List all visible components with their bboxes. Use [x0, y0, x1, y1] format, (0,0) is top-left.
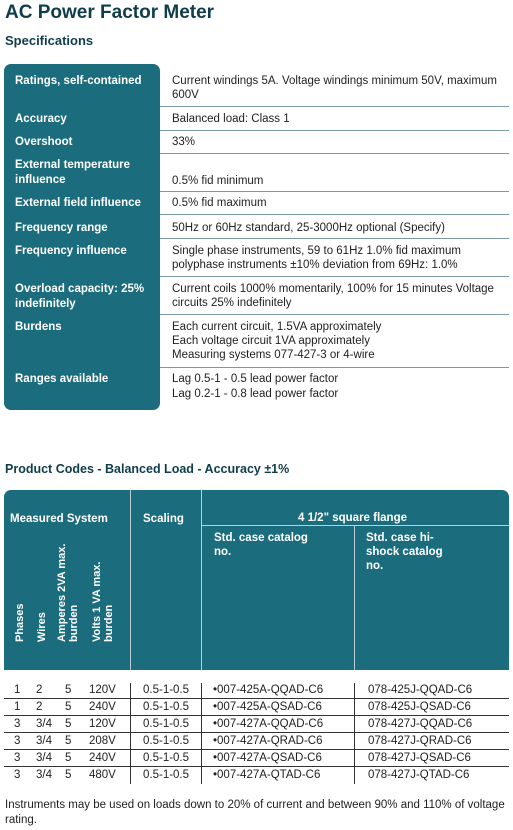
cell-phases: 3 [14, 769, 21, 781]
cell-scaling: 0.5-1-0.5 [143, 752, 190, 764]
header-phases: Phases [14, 603, 26, 642]
header-divider [354, 525, 355, 670]
header-flange: 4 1/2" square flange [298, 512, 407, 524]
header-volts: Volts 1 VA max. burden [91, 561, 115, 642]
row-divider [4, 732, 509, 733]
cell-std-catalog: •007-427A-QRAD-C6 [213, 735, 323, 747]
cell-amperes: 5 [65, 684, 72, 696]
cell-volts: 240V [89, 701, 116, 713]
header-wires: Wires [36, 612, 48, 642]
spec-row-divider [160, 214, 509, 215]
spec-value-line: Lag 0.2-1 - 0.8 lead power factor [172, 388, 339, 400]
spec-row-divider [160, 238, 509, 239]
spec-value: 0.5% fid maximum [172, 197, 267, 209]
spec-row-divider [160, 130, 509, 131]
spec-value: Current coils 1000% momentarily, 100% for 15 minutes Voltage circuits 25% indefinitely [172, 283, 494, 309]
cell-scaling: 0.5-1-0.5 [143, 769, 190, 781]
spec-label: Ratings, self-contained [15, 75, 142, 87]
header-amperes: Amperes 2VA max. burden [56, 543, 80, 642]
cell-wires: 3/4 [36, 752, 52, 764]
cell-hishock-catalog: 078-427J-QQAD-C6 [368, 718, 473, 730]
cell-amperes: 5 [65, 769, 72, 781]
spec-label: Overshoot [15, 136, 73, 148]
header-std-case: Std. case catalog no. [214, 532, 308, 558]
spec-value: 50Hz or 60Hz standard, 25-3000Hz optional (Specify) [172, 222, 445, 234]
spec-label: Overload capacity: 25% indefinitely [15, 283, 145, 310]
spec-row-divider [160, 314, 509, 315]
cell-std-catalog: •007-427A-QSAD-C6 [213, 752, 322, 764]
spec-value: Balanced load: Class 1 [172, 113, 290, 125]
section-title-product-codes: Product Codes - Balanced Load - Accuracy ±1% [5, 462, 290, 476]
cell-phases: 3 [14, 752, 21, 764]
cell-phases: 3 [14, 718, 21, 730]
cell-volts: 480V [89, 769, 116, 781]
page-title: AC Power Factor Meter [5, 2, 215, 23]
spec-value-line: Each voltage circuit 1VA approximately [172, 335, 370, 347]
cell-hishock-catalog: 078-425J-QQAD-C6 [368, 684, 473, 696]
header-measured-system: Measured System [10, 513, 108, 525]
cell-std-catalog: •007-427A-QQAD-C6 [213, 718, 324, 730]
cell-hishock-catalog: 078-427J-QTAD-C6 [368, 769, 470, 781]
cell-volts: 208V [89, 735, 116, 747]
spec-row-divider [160, 367, 509, 368]
cell-phases: 3 [14, 735, 21, 747]
spec-value-line: Lag 0.5-1 - 0.5 lead power factor [172, 373, 339, 385]
table-row [4, 700, 509, 716]
table-row [4, 683, 509, 699]
cell-phases: 1 [14, 684, 21, 696]
section-title-specifications: Specifications [5, 33, 94, 48]
cell-scaling: 0.5-1-0.5 [143, 684, 190, 696]
cell-amperes: 5 [65, 701, 72, 713]
specifications-table [4, 64, 509, 410]
table-row [4, 751, 509, 767]
cell-wires: 3/4 [36, 735, 52, 747]
table-row [4, 717, 509, 733]
cell-amperes: 5 [65, 735, 72, 747]
cell-wires: 2 [36, 701, 43, 713]
spec-label: Frequency range [15, 222, 108, 234]
cell-volts: 240V [89, 752, 116, 764]
spec-label: External field influence [15, 197, 141, 209]
cell-std-catalog: •007-427A-QTAD-C6 [213, 769, 321, 781]
table-row [4, 768, 509, 784]
spec-row-divider [160, 153, 509, 154]
cell-volts: 120V [89, 718, 116, 730]
cell-std-catalog: •007-425A-QQAD-C6 [213, 684, 324, 696]
header-scaling: Scaling [143, 513, 184, 525]
spec-row-divider [160, 276, 509, 277]
cell-wires: 3/4 [36, 718, 52, 730]
header-divider [201, 490, 202, 670]
cell-volts: 120V [89, 684, 116, 696]
cell-hishock-catalog: 078-427J-QSAD-C6 [368, 752, 471, 764]
spec-value: Current windings 5A. Voltage windings minimum 50V, maximum 600V [172, 75, 497, 101]
header-divider [130, 490, 131, 670]
cell-hishock-catalog: 078-425J-QSAD-C6 [368, 701, 471, 713]
cell-amperes: 5 [65, 752, 72, 764]
row-divider [4, 749, 509, 750]
cell-amperes: 5 [65, 718, 72, 730]
table-row [4, 734, 509, 750]
spec-row-divider [160, 191, 509, 192]
spec-value: 33% [172, 136, 196, 148]
spec-label: Frequency influence [15, 245, 127, 257]
spec-value-line: Each current circuit, 1.5VA approximately [172, 321, 382, 333]
row-divider [4, 698, 509, 699]
cell-scaling: 0.5-1-0.5 [143, 735, 190, 747]
spec-label: Accuracy [15, 113, 67, 125]
cell-hishock-catalog: 078-427J-QRAD-C6 [368, 735, 472, 747]
cell-std-catalog: •007-425A-QSAD-C6 [213, 701, 322, 713]
header-hishock: Std. case hi-shock catalog no. [366, 532, 443, 572]
spec-row-divider [160, 106, 509, 107]
cell-wires: 2 [36, 684, 43, 696]
spec-value: Single phase instruments, 59 to 61Hz 1.0% fid maximum polyphase instruments ±10% deviation from 69Hz: 1.0% [172, 245, 461, 271]
cell-scaling: 0.5-1-0.5 [143, 718, 190, 730]
spec-label: Burdens [15, 321, 62, 333]
spec-value-line: Measuring systems 077-427-3 or 4-wire [172, 349, 375, 361]
spec-label: External temperature influence [15, 159, 131, 186]
spec-label: Ranges available [15, 373, 109, 385]
spec-value: 0.5% fid minimum [172, 175, 264, 187]
row-divider [4, 766, 509, 767]
cell-phases: 1 [14, 701, 21, 713]
cell-wires: 3/4 [36, 769, 52, 781]
footnote: Instruments may be used on loads down to 20% of current and between 90% and 110% of voltage rating. [5, 799, 505, 826]
header-divider [201, 525, 509, 526]
product-table-header [4, 490, 509, 670]
cell-scaling: 0.5-1-0.5 [143, 701, 190, 713]
row-divider [4, 715, 509, 716]
